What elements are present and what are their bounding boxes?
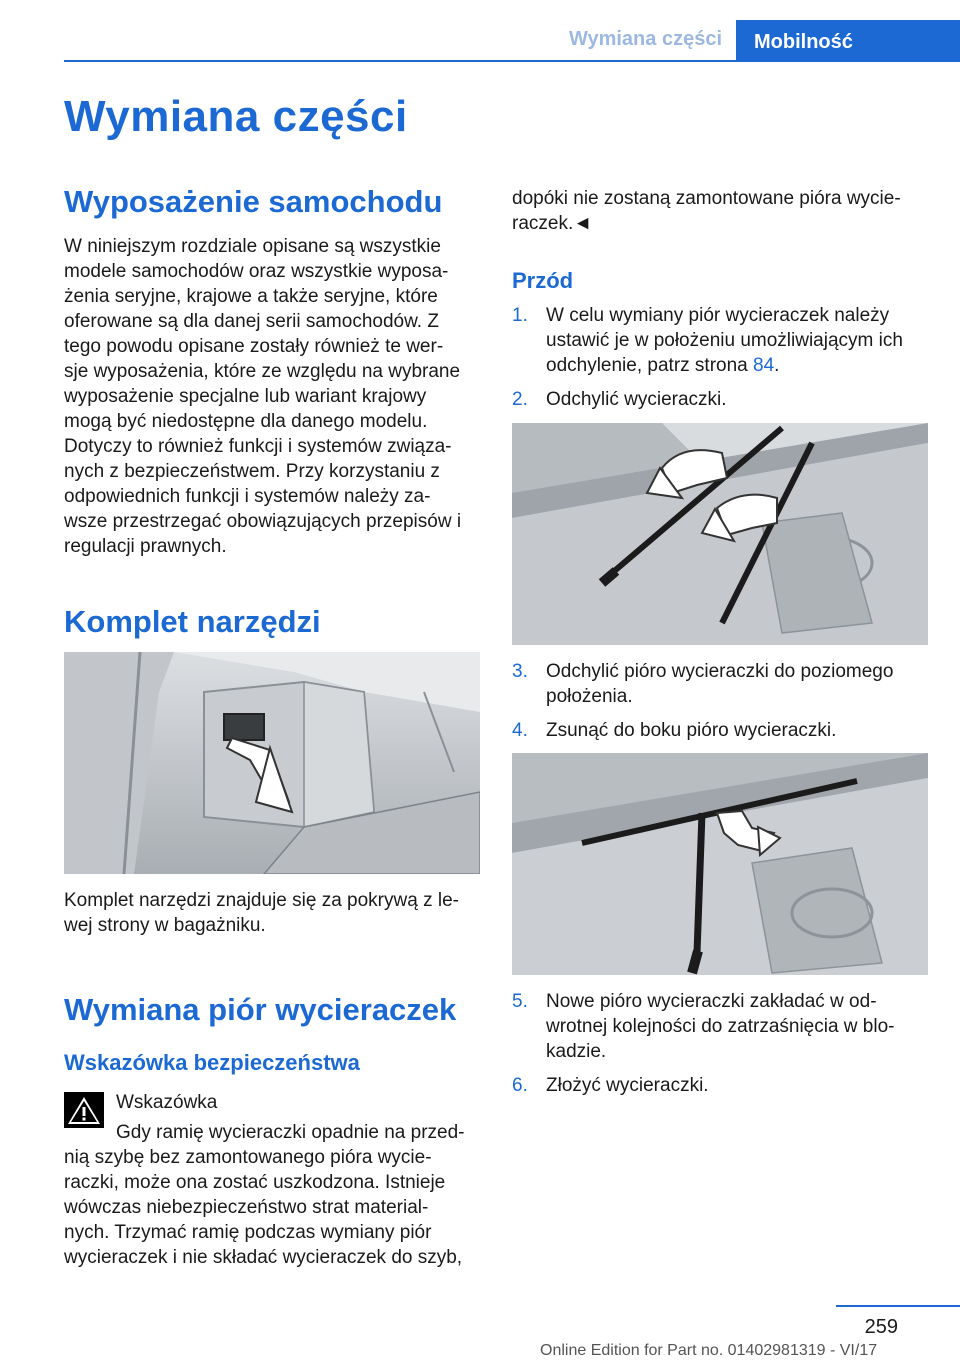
page-title: Wymiana części xyxy=(64,92,408,141)
paragraph-equipment xyxy=(64,234,484,559)
text-line: Odchylić wycieraczki. xyxy=(546,389,727,410)
running-header-section: Wymiana części xyxy=(568,28,722,50)
text-line: wrotnej kolejności do zatrzaśnięcia w blo‐ xyxy=(546,1016,895,1037)
text-line: modele samochodów oraz wszystkie wyposa‐ xyxy=(64,261,449,282)
wiper-fold-out-illustration xyxy=(512,423,928,645)
step-2 xyxy=(512,387,932,412)
text-line: raczek.◄ xyxy=(512,213,593,234)
text-line: wyposażenie specjalne lub wariant krajowy xyxy=(64,386,427,407)
step-3 xyxy=(512,659,932,709)
step-5 xyxy=(512,989,932,1064)
step-number: 5. xyxy=(512,991,528,1012)
text-line: W niniejszym rozdziale opisane są wszystkie xyxy=(64,236,441,257)
text-line: W celu wymiany piór wycieraczek należy xyxy=(546,305,890,326)
step-1 xyxy=(512,303,932,378)
step-number: 4. xyxy=(512,720,528,741)
text-line: położenia. xyxy=(546,686,633,707)
wiper-slide-off-illustration xyxy=(512,753,928,975)
text-line: wycieraczek i nie składać wycieraczek do szyb, xyxy=(64,1247,463,1268)
paragraph-continued xyxy=(512,186,932,236)
text-line: odpowiednich funkcji i systemów należy za‐ xyxy=(64,486,431,507)
steps-3-4 xyxy=(512,659,932,743)
text-line: nych. Trzymać ramię podczas wymiany piór xyxy=(64,1222,432,1243)
footer-rule xyxy=(836,1305,960,1307)
heading-toolkit: Komplet narzędzi xyxy=(64,604,321,639)
text-line: Gdy ramię wycieraczki opadnie na przed‐ xyxy=(116,1122,465,1143)
text-line: nych z bezpieczeństwem. Przy korzystaniu z xyxy=(64,461,440,482)
step-number: 1. xyxy=(512,305,528,326)
steps-5-6 xyxy=(512,989,932,1098)
heading-front: Przód xyxy=(512,268,574,293)
text-line: tego powodu opisane zostały również te wer‐ xyxy=(64,336,444,357)
step-6 xyxy=(512,1073,932,1098)
text-line: nią szybę bez zamontowanego pióra wycie‐ xyxy=(64,1147,432,1168)
text-line: żenia seryjne, krajowe a także seryjne, które xyxy=(64,286,438,307)
text-line: odchylenie, patrz strona 84. xyxy=(546,355,780,376)
edition-footer: Online Edition for Part no. 01402981319 - VI/17 xyxy=(540,1342,878,1359)
text-line: wówczas niebezpieczeństwo strat material‐ xyxy=(64,1197,429,1218)
paragraph-toolkit xyxy=(64,888,484,938)
header-rule xyxy=(64,60,960,62)
heading-wiper-replacement: Wymiana piór wycieraczek xyxy=(64,992,457,1027)
warning-title: Wskazówka xyxy=(116,1092,218,1113)
page-reference-link[interactable]: 84 xyxy=(753,355,775,376)
text-line: Dotyczy to również funkcji i systemów związa‐ xyxy=(64,436,452,457)
text-line: Złożyć wycieraczki. xyxy=(546,1075,709,1096)
step-number: 2. xyxy=(512,389,528,410)
text-line: sje wyposażenia, które ze względu na wybrane xyxy=(64,361,461,382)
step-4 xyxy=(512,718,932,743)
steps-1-2 xyxy=(512,303,932,412)
text-line: dopóki nie zostaną zamontowane pióra wycie‐ xyxy=(512,188,901,209)
text-line: mogą być niedostępne dla danego modelu. xyxy=(64,411,428,432)
step-number: 3. xyxy=(512,661,528,682)
heading-safety-note: Wskazówka bezpieczeństwa xyxy=(64,1050,360,1075)
text-line: kadzie. xyxy=(546,1041,607,1062)
text-line: oferowane są dla danej serii samochodów. Z xyxy=(64,311,439,332)
warning-text xyxy=(64,1120,484,1270)
page-number: 259 xyxy=(864,1316,898,1338)
text-line: Nowe pióro wycieraczki zakładać w od‐ xyxy=(546,991,877,1012)
text-line: wej strony w bagażniku. xyxy=(64,915,266,936)
text-line: Odchylić pióro wycieraczki do poziomego xyxy=(546,661,894,682)
text-line: Zsunąć do boku pióro wycieraczki. xyxy=(546,720,837,741)
step-number: 6. xyxy=(512,1075,528,1096)
text-line: raczki, może ona zostać uszkodzona. Istnieje xyxy=(64,1172,446,1193)
chapter-tab[interactable]: Mobilność xyxy=(736,20,960,62)
heading-equipment: Wyposażenie samochodu xyxy=(64,184,443,219)
text-line: ustawić je w położeniu umożliwiającym ich xyxy=(546,330,903,351)
toolkit-trunk-illustration xyxy=(64,652,480,874)
text-line: Komplet narzędzi znajduje się za pokrywą z le‐ xyxy=(64,890,459,911)
text-line: wsze przestrzegać obowiązujących przepisów i xyxy=(64,511,462,532)
text-line: regulacji prawnych. xyxy=(64,536,227,557)
